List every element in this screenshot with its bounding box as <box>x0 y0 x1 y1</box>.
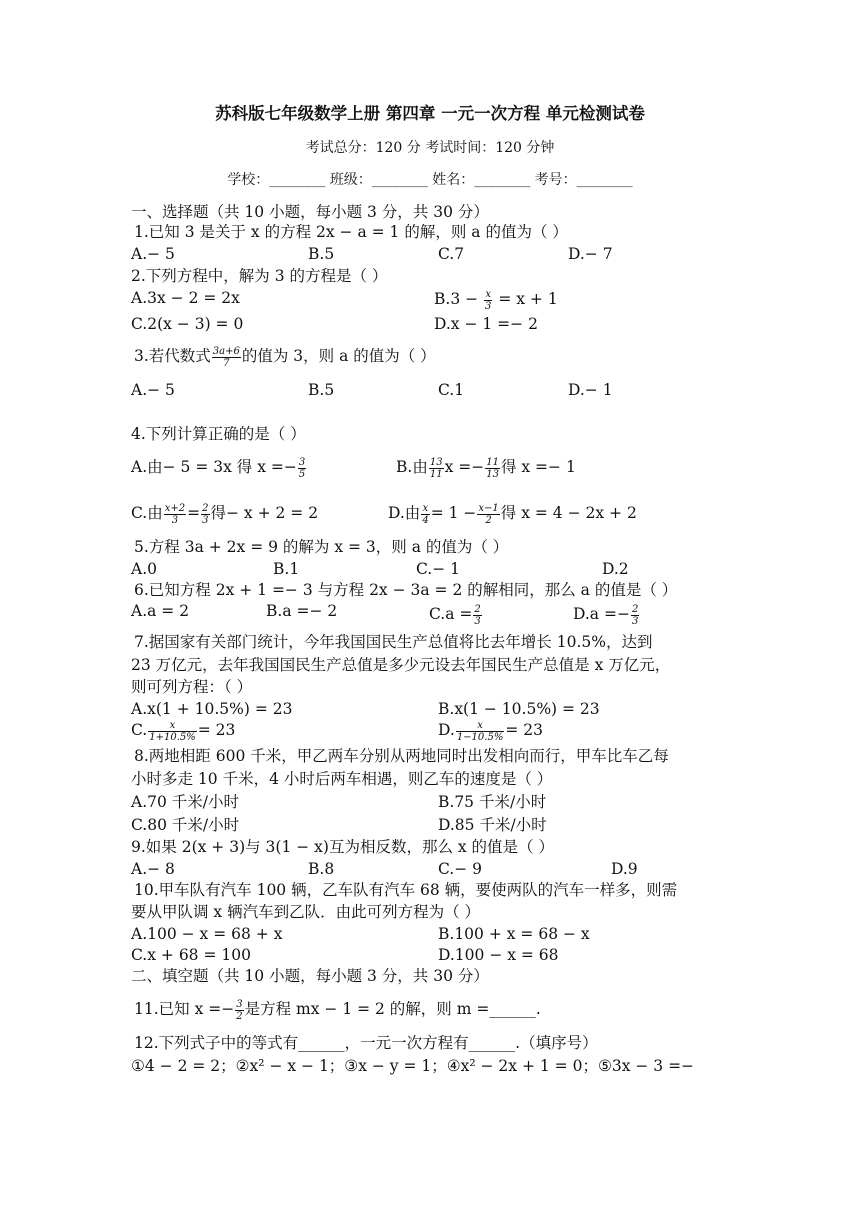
option-text: C. <box>131 721 148 739</box>
option-text: = 1 − <box>430 504 477 522</box>
fraction <box>485 457 500 480</box>
question-1-option-d: D.− 7 <box>568 245 613 263</box>
fraction <box>484 289 492 312</box>
question-9-option-d: D.9 <box>611 860 638 878</box>
question-5-option-d: D.2 <box>602 560 629 578</box>
fraction <box>631 604 639 627</box>
question-5-option-b: B.1 <box>273 560 300 578</box>
denominator: 3 <box>631 615 639 627</box>
denominator: 3 <box>202 514 209 526</box>
question-7-option-c <box>131 715 235 745</box>
numerator: x <box>148 720 197 732</box>
denominator: 2 <box>236 1010 243 1022</box>
student-info: 学校：________ 班级：________ 姓名：________ 考号：________ <box>227 172 633 188</box>
option-text: B.3 − <box>434 290 479 308</box>
fraction <box>429 457 444 480</box>
numerator: x <box>456 720 505 732</box>
question-9-option-c: C.− 9 <box>438 860 483 878</box>
option-text: x =− <box>444 458 485 476</box>
numerator: x−1 <box>478 502 499 514</box>
option-text: D.由 <box>388 504 421 522</box>
denominator: 4 <box>422 514 429 526</box>
numerator: 2 <box>202 502 209 514</box>
numerator: 3a+6 <box>212 345 240 357</box>
numerator: 3 <box>298 456 306 468</box>
fraction <box>212 346 241 369</box>
numerator: 3 <box>236 998 243 1010</box>
question-12-line-2: ①4 − 2 = 2；②x² − x − 1；③x − y = 1；④x² − 2x + 1 = 0；⑤3x − 3 =− <box>131 1057 695 1075</box>
question-4-option-d <box>388 496 637 530</box>
question-2-option-b <box>434 282 558 316</box>
question-2-stem: 2.下列方程中，解为 3 的方程是（ ） <box>131 267 388 285</box>
denominator: 1+10.5% <box>149 731 196 743</box>
stem-text: 是方程 mx − 1 = 2 的解，则 m =______. <box>244 1000 541 1018</box>
option-text: = 23 <box>505 721 543 739</box>
denominator: 3 <box>171 514 179 526</box>
stem-text: 3.若代数式 <box>134 347 211 365</box>
fraction <box>201 503 209 526</box>
question-1-option-c: C.7 <box>438 245 465 263</box>
question-1-option-b: B.5 <box>308 245 335 263</box>
question-5-stem: 5.方程 3a + 2x = 9 的解为 x = 3，则 a 的值为（ ） <box>134 538 509 556</box>
option-text: C.由 <box>131 504 163 522</box>
exam-title: 苏科版七年级数学上册 第四章 一元一次方程 单元检测试卷 <box>215 104 645 123</box>
question-9-stem: 9.如果 2(x + 3)与 3(1 − x)互为相反数，那么 x 的值是（ ） <box>131 838 554 856</box>
question-6-option-b: B.a =− 2 <box>266 602 338 620</box>
question-2-option-c: C.2(x − 3) = 0 <box>131 315 244 333</box>
question-11-stem <box>134 992 541 1026</box>
question-4-option-b <box>396 450 576 484</box>
numerator: 11 <box>486 456 499 468</box>
question-6-option-c <box>429 597 483 631</box>
option-text: C.a = <box>429 605 473 623</box>
numerator: x <box>422 502 429 514</box>
question-2-option-a: A.3x − 2 = 2x <box>131 289 240 307</box>
question-12-line-1: 12.下列式子中的等式有______，一元一次方程有______.（填序号） <box>134 1034 598 1052</box>
numerator: 13 <box>429 456 443 468</box>
question-7-option-d <box>438 715 543 745</box>
question-3-stem <box>134 339 436 373</box>
fraction <box>148 720 197 743</box>
question-7-option-b: B.x(1 − 10.5%) = 23 <box>438 700 600 718</box>
denominator: 7 <box>223 357 230 369</box>
section-fill-heading: 二、填空题（共 10 小题，每小题 3 分，共 30 分） <box>131 967 489 985</box>
denominator: 1−10.5% <box>456 731 504 743</box>
fraction <box>164 503 186 526</box>
question-5-option-c: C.− 1 <box>416 560 461 578</box>
denominator: 3 <box>474 615 481 627</box>
question-8-option-d: D.85 千米/小时 <box>438 816 547 834</box>
question-1-option-a: A.− 5 <box>131 245 175 263</box>
fraction <box>473 604 481 627</box>
option-text: D. <box>438 721 455 739</box>
question-7-line-3: 则可列方程：（ ） <box>131 678 253 696</box>
fraction <box>421 503 429 526</box>
option-text: B.由 <box>396 458 428 476</box>
question-4-option-c <box>131 496 318 530</box>
question-10-line-1: 10.甲车队有汽车 100 辆，乙车队有汽车 68 辆，要使两队的汽车一样多，则需 <box>134 881 678 899</box>
option-text: = x + 1 <box>498 290 558 308</box>
question-3-option-b: B.5 <box>308 381 335 399</box>
option-text: 得 x = 4 − 2x + 2 <box>500 504 637 522</box>
question-4-option-a <box>131 450 307 484</box>
option-text: 得 x =− 1 <box>500 458 576 476</box>
numerator: x <box>485 288 492 300</box>
denominator: 13 <box>486 468 499 480</box>
question-8-option-b: B.75 千米/小时 <box>438 793 547 811</box>
denominator: 11 <box>429 468 443 480</box>
question-7-line-2: 23 万亿元，去年我国国民生产总值是多少元设去年国民生产总值是 x 万亿元， <box>131 656 671 674</box>
numerator: x+2 <box>164 502 186 514</box>
exam-info: 考试总分：120 分 考试时间：120 分钟 <box>305 140 555 156</box>
question-8-line-1: 8.两地相距 600 千米，甲乙两车分别从两地同时出发相向而行，甲车比车乙每 <box>134 747 669 765</box>
question-3-option-d: D.− 1 <box>568 381 613 399</box>
question-3-option-c: C.1 <box>438 381 465 399</box>
question-6-option-a: A.a = 2 <box>131 602 190 620</box>
fraction <box>477 503 499 526</box>
question-8-option-a: A.70 千米/小时 <box>131 793 239 811</box>
question-7-option-a: A.x(1 + 10.5%) = 23 <box>131 700 293 718</box>
fraction <box>298 457 306 480</box>
numerator: 2 <box>474 603 481 615</box>
numerator: 2 <box>631 603 639 615</box>
question-4-stem: 4.下列计算正确的是（ ） <box>131 425 306 443</box>
question-10-option-b: B.100 + x = 68 − x <box>438 925 590 943</box>
question-10-line-2: 要从甲队调 x 辆汽车到乙队．由此可列方程为（ ） <box>131 903 481 921</box>
question-6-stem: 6.已知方程 2x + 1 =− 3 与方程 2x − 3a = 2 的解相同，那么 a 的值是（ ） <box>134 581 678 599</box>
section-choice-heading: 一、选择题（共 10 小题，每小题 3 分，共 30 分） <box>131 203 489 221</box>
denominator: 2 <box>485 514 492 526</box>
question-7-line-1: 7.据国家有关部门统计，今年我国国民生产总值将比去年增长 10.5%，达到 <box>134 633 653 651</box>
question-1-stem: 1.已知 3 是关于 x 的方程 2x − a = 1 的解，则 a 的值为（ ） <box>134 223 568 241</box>
question-8-line-2: 小时多走 10 千米，4 小时后两车相遇，则乙车的速度是（ ） <box>131 770 553 788</box>
question-10-option-c: C.x + 68 = 100 <box>131 946 251 964</box>
denominator: 5 <box>298 468 306 480</box>
question-10-option-a: A.100 − x = 68 + x <box>131 925 283 943</box>
question-2-option-d: D.x − 1 =− 2 <box>434 315 538 333</box>
option-text: D.a =− <box>573 605 630 623</box>
option-text: 得− x + 2 = 2 <box>210 504 319 522</box>
question-3-option-a: A.− 5 <box>131 381 175 399</box>
question-10-option-d: D.100 − x = 68 <box>438 946 559 964</box>
question-8-option-c: C.80 千米/小时 <box>131 816 240 834</box>
stem-text: 的值为 3，则 a 的值为（ ） <box>241 347 436 365</box>
question-9-option-b: B.8 <box>308 860 335 878</box>
fraction <box>235 999 243 1022</box>
question-6-option-d <box>573 597 640 631</box>
fraction <box>456 720 505 743</box>
option-text: A.由− 5 = 3x 得 x =− <box>131 458 297 476</box>
option-text: = 23 <box>197 721 236 739</box>
denominator: 3 <box>485 300 492 312</box>
stem-text: 11.已知 x =− <box>134 1000 235 1018</box>
option-text: = <box>187 504 201 522</box>
question-9-option-a: A.− 8 <box>131 860 175 878</box>
question-5-option-a: A.0 <box>131 560 157 578</box>
